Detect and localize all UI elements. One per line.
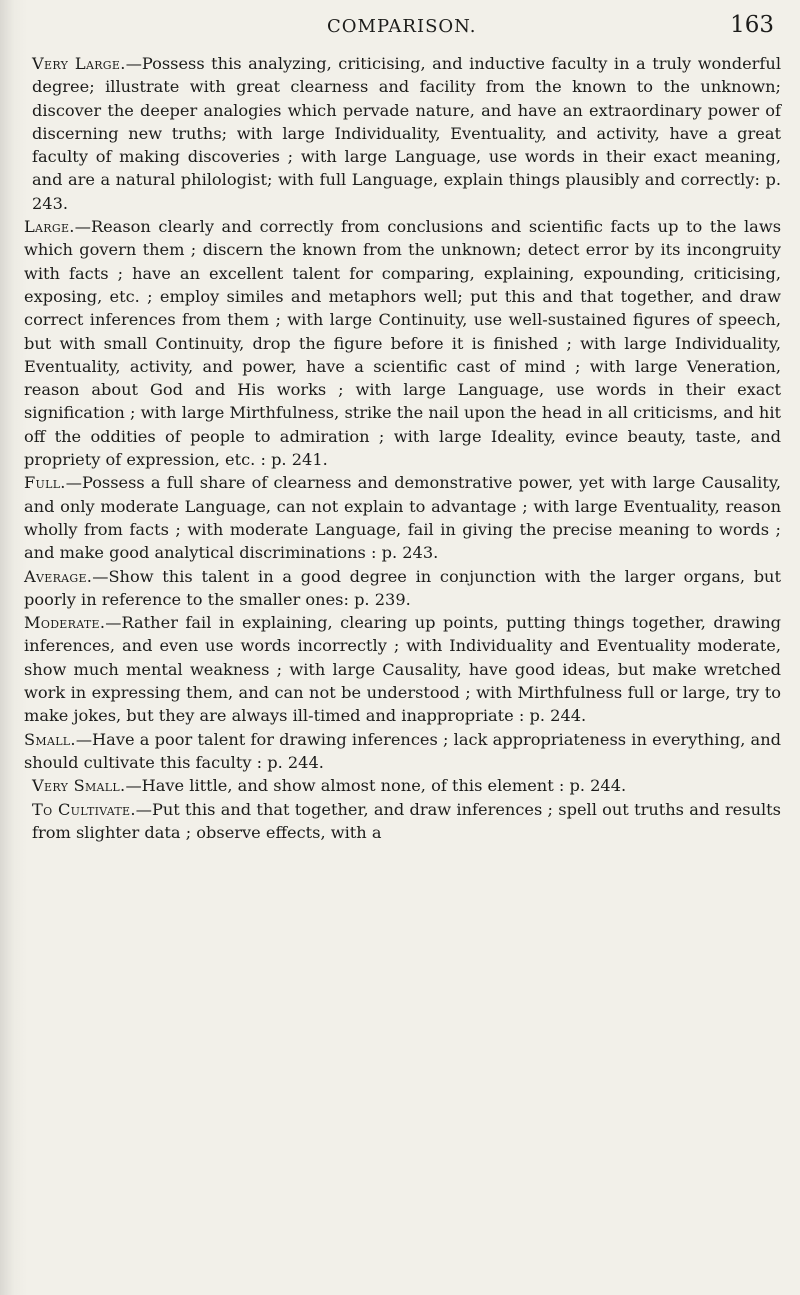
entry-label: Small. xyxy=(24,729,76,749)
body-text xyxy=(24,52,781,844)
entry-very-large xyxy=(24,52,781,215)
entry-body: —Possess this analyzing, criticising, and inductive faculty in a truly wonderful degree; illustrate with great clearness and facility from the known to the unknown; discover the deeper analogies which pervade nature, and have an extraordinary power of discerning new truths; with large Individuality, Eventuality, and activity, have a great faculty of making discoveries ; with large Language, use words in their exact meaning, and are a natural philologist; with full Language, explain things plausibly and correctly: p. 243. xyxy=(32,54,782,213)
entry-small xyxy=(24,728,781,775)
entry-body: —Have little, and show almost none, of this element : p. 244. xyxy=(125,776,627,796)
entry-to-cultivate xyxy=(24,798,781,845)
entry-label: Large. xyxy=(24,217,75,237)
entry-moderate xyxy=(24,611,781,727)
entry-label: To Cultivate. xyxy=(32,799,136,819)
entry-body: —Rather fail in explaining, clearing up points, putting things together, drawing inferences, and even use words incorrectly ; with Individuality and Eventuality moderate, show much mental weakness ; with large Causality, have good ideas, but make wretched work in expressing them, and can not be understood ; with Mirthfulness full or large, try to make jokes, but they are always ill-timed and inappropriate : p. 244. xyxy=(24,613,781,726)
entry-full xyxy=(24,471,781,564)
entry-label: Moderate. xyxy=(24,613,106,633)
entry-very-small xyxy=(24,774,781,797)
running-head xyxy=(0,8,800,48)
entry-label: Full. xyxy=(24,473,66,493)
entry-label: Average. xyxy=(24,566,93,586)
entry-label: Very Large. xyxy=(32,54,126,73)
page-number: 163 xyxy=(730,12,774,38)
entry-average xyxy=(24,565,781,612)
entry-label: Very Small. xyxy=(32,776,126,796)
entry-body: —Show this talent in a good degree in conjunction with the larger organs, but poorly in reference to the smaller ones: p. 239. xyxy=(24,566,781,609)
entry-body: —Put this and that together, and draw inferences ; spell out truths and results from slighter data ; observe effects, with a xyxy=(32,799,781,842)
entry-body: —Have a poor talent for drawing inferences ; lack appropriateness in everything, and should cultivate this faculty : p. 244. xyxy=(24,729,781,772)
entry-body: —Reason clearly and correctly from conclusions and scientific facts up to the laws which govern them ; discern the known from the unknown; detect error by its incongruity with facts ; have an excellent talent for comparing, explaining, expounding, criticising, exposing, etc. ; employ similes and metaphors well; put this and that together, and draw correct inferences from them ; with large Continuity, use well-sustained figures of speech, but with small Continuity, drop the figure before it is finished ; with large Individuality, Eventuality, activity, and power, have a scientific cast of mind ; with large Veneration, reason about God and His works ; with large Language, use words in their exact signification ; with large Mirthfulness, strike the nail upon the head in all criticisms, and hit off the oddities of people to admiration ; with large Ideality, evince beauty, taste, and propriety of expression, etc. : p. 241. xyxy=(24,217,781,470)
entry-large xyxy=(24,215,781,471)
running-title: COMPARISON. xyxy=(327,16,477,37)
entry-body: —Possess a full share of clearness and demonstrative power, yet with large Causality, and only moderate Language, can not explain to advantage ; with large Eventuality, reason wholly from facts ; with moderate Language, fail in giving the precise meaning to words ; and make good analytical discriminations : p. 243. xyxy=(24,473,781,563)
